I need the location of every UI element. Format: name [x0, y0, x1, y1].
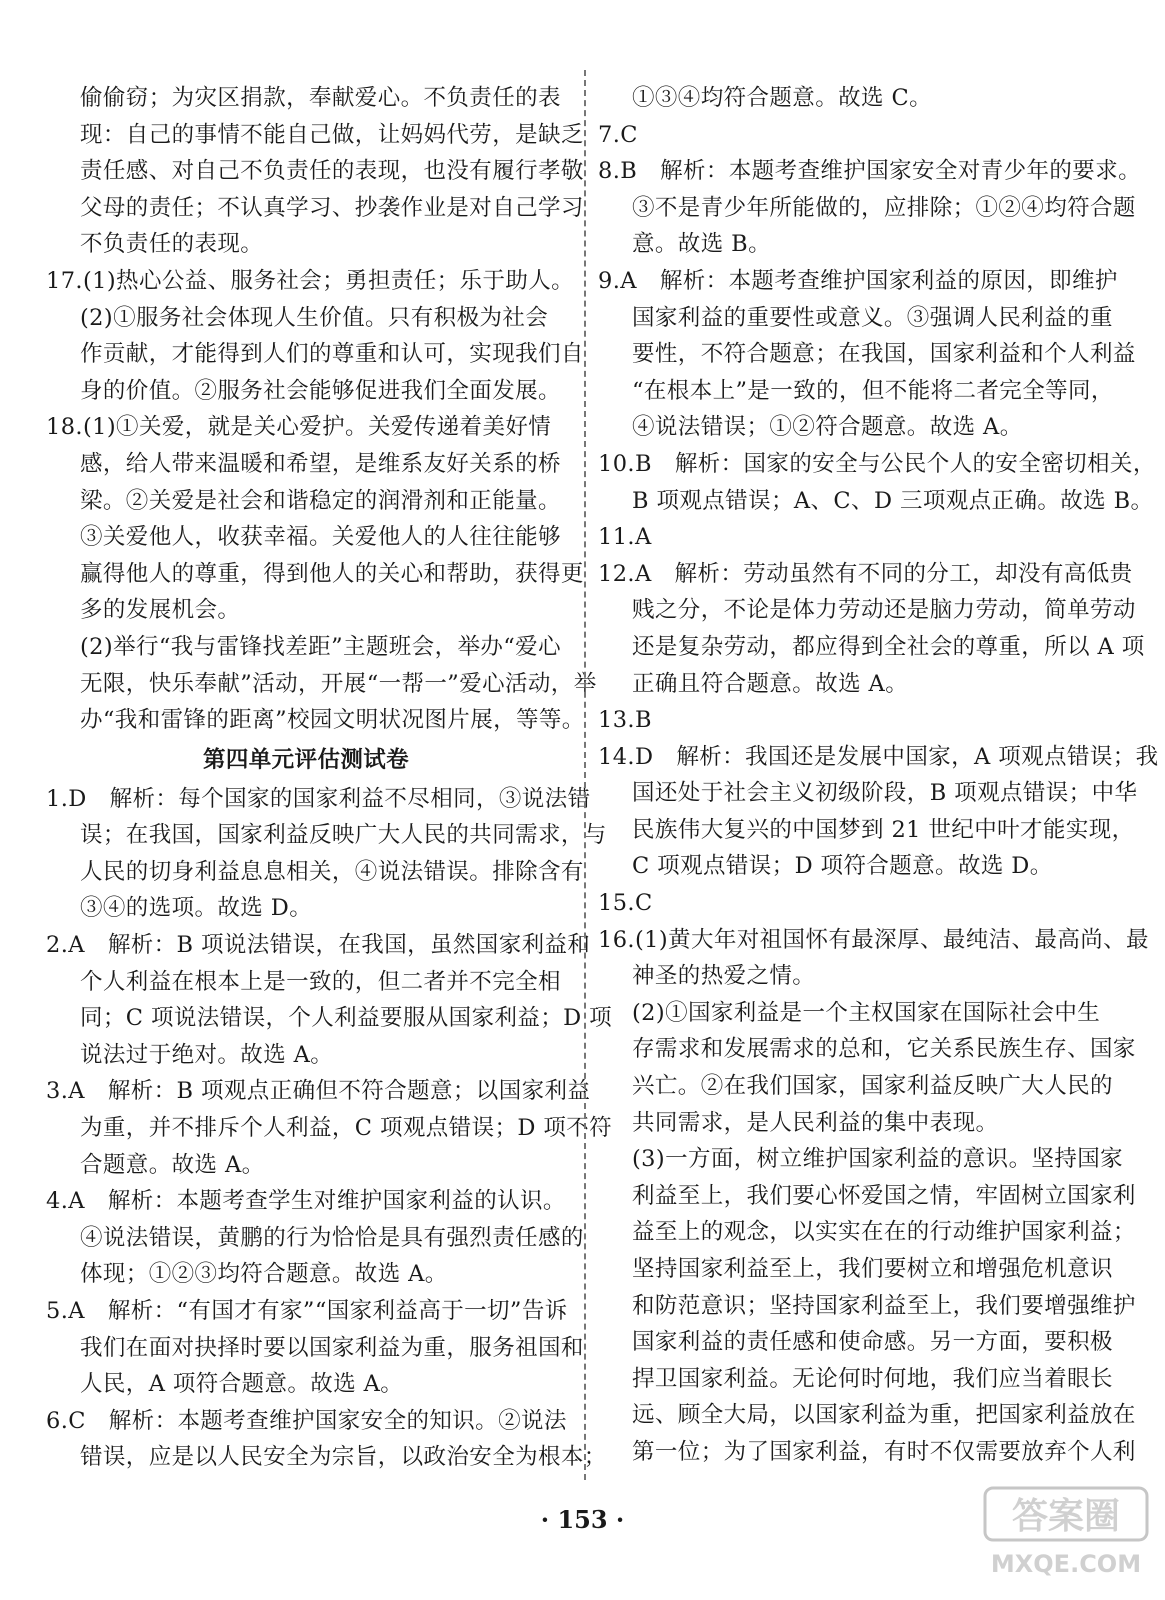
text-line: 偷偷窃；为灾区捐款，奉献爱心。不负责任的表	[80, 85, 561, 111]
text-line: 不负责任的表现。	[80, 231, 264, 258]
text-line: ①③④均符合题意。故选 C。	[632, 85, 932, 111]
text-line: 贱之分，不论是体力劳动还是脑力劳动，简单劳动	[632, 597, 1136, 624]
text-line: 责任感、对自己不负责任的表现，也没有履行孝敬	[80, 158, 584, 185]
text-line: 17.(1)热心公益、服务社会；勇担责任；乐于助人。	[46, 267, 575, 294]
text-line: 和防范意识；坚持国家利益至上，我们要增强维护	[632, 1292, 1136, 1319]
text-line: ④说法错误；①②符合题意。故选 A。	[632, 414, 1023, 441]
text-line: 神圣的热爱之情。	[632, 963, 816, 990]
text-line: 捍卫国家利益。无论何时何地，我们应当着眼长	[632, 1365, 1113, 1392]
text-line: 16.(1)黄大年对祖国怀有最深厚、最纯洁、最高尚、最	[598, 926, 1149, 953]
text-line: 益至上的观念，以实实在在的行动维护国家利益；	[632, 1219, 1136, 1246]
text-line: 利益至上，我们要心怀爱国之情，牢固树立国家利	[632, 1182, 1136, 1209]
text-line: 身的价值。②服务社会能够促进我们全面发展。	[80, 377, 561, 404]
text-line: 人民的切身利益息息相关，④说法错误。排除含有	[80, 858, 584, 885]
text-line: (2)举行“我与雷锋找差距”主题班会，举办“爱心	[80, 633, 561, 660]
column-divider	[584, 70, 586, 1480]
text-line: 9.A 解析：本题考查维护国家利益的原因，即维护	[598, 267, 1118, 294]
text-line: 父母的责任；不认真学习、抄袭作业是对自己学习	[80, 194, 584, 221]
text-line: 11.A	[598, 524, 652, 551]
text-line: 无限，快乐奉献”活动，开展“一帮一”爱心活动，举	[80, 670, 597, 697]
text-line: “在根本上”是一致的，但不能将二者完全等同，	[632, 377, 1114, 404]
text-line: 作贡献，才能得到人们的尊重和认可，实现我们自	[80, 341, 584, 368]
text-line: 国家利益的重要性或意义。③强调人民利益的重	[632, 304, 1113, 331]
text-line: 兴亡。②在我们国家，国家利益反映广大人民的	[632, 1073, 1113, 1100]
watermark-url-text: MXQE.COM	[990, 1550, 1142, 1578]
section-title: 第四单元评估测试卷	[202, 746, 410, 773]
text-line: 15.C	[598, 890, 653, 917]
text-line: 说法过于绝对。故选 A。	[80, 1041, 334, 1068]
text-line: 10.B 解析：国家的安全与公民个人的安全密切相关，	[598, 450, 1156, 477]
right-column	[598, 80, 1159, 1471]
text-line: ④说法错误，黄鹏的行为恰恰是具有强烈责任感的	[80, 1224, 584, 1251]
text-line: 感，给人带来温暖和希望，是维系友好关系的桥	[80, 450, 561, 477]
page-number: · 153 ·	[540, 1505, 625, 1534]
text-line: 办“我和雷锋的距离”校园文明状况图片展，等等。	[80, 707, 585, 734]
text-line: 我们在面对抉择时要以国家利益为重，服务祖国和	[80, 1334, 584, 1361]
text-line: 为重，并不排斥个人利益，C 项观点错误；D 项不符	[80, 1115, 613, 1142]
text-line: 多的发展机会。	[80, 597, 241, 624]
text-line: 体现；①②③均符合题意。故选 A。	[80, 1261, 448, 1288]
text-line: 存需求和发展需求的总和，它关系民族生存、国家	[632, 1036, 1136, 1063]
text-line: 还是复杂劳动，都应得到全社会的尊重，所以 A 项	[632, 633, 1145, 660]
text-line: 14.D 解析：我国还是发展中国家，A 项观点错误；我	[598, 743, 1159, 770]
text-line: 国家利益的责任感和使命感。另一方面，要积极	[632, 1329, 1113, 1356]
text-line: B 项观点错误；A、C、D 三项观点正确。故选 B。	[632, 487, 1154, 514]
text-line: 第一位；为了国家利益，有时不仅需要放弃个人利	[632, 1438, 1136, 1465]
watermark-icon	[981, 1482, 1151, 1582]
text-line: 民族伟大复兴的中国梦到 21 世纪中叶才能实现，	[632, 816, 1135, 843]
text-line: 2.A 解析：B 项说法错误，在我国，虽然国家利益和	[46, 932, 591, 959]
text-line: 3.A 解析：B 项观点正确但不符合题意；以国家利益	[46, 1078, 591, 1105]
text-line: 误；在我国，国家利益反映广大人民的共同需求，与	[80, 822, 607, 849]
text-line: 1.D 解析：每个国家的国家利益不尽相同，③说法错	[46, 785, 591, 812]
text-line: (2)①服务社会体现人生价值。只有积极为社会	[80, 304, 549, 331]
text-line: 共同需求，是人民利益的集中表现。	[632, 1109, 999, 1136]
text-line: C 项观点错误；D 项符合题意。故选 D。	[632, 853, 1053, 880]
text-line: 要性，不符合题意；在我国，国家利益和个人利益	[632, 341, 1136, 368]
text-line: 正确且符合题意。故选 A。	[632, 670, 909, 697]
text-line: 人民，A 项符合题意。故选 A。	[80, 1371, 404, 1398]
watermark-logo	[981, 1482, 1151, 1582]
text-line: ③不是青少年所能做的，应排除；①②④均符合题	[632, 194, 1136, 221]
text-line: 4.A 解析：本题考查学生对维护国家利益的认识。	[46, 1188, 566, 1215]
text-line: 坚持国家利益至上，我们要树立和增强危机意识	[632, 1256, 1113, 1282]
left-column	[46, 80, 613, 1476]
text-line: 梁。②关爱是社会和谐稳定的润滑剂和正能量。	[80, 487, 561, 514]
text-line: (2)①国家利益是一个主权国家在国际社会中生	[632, 999, 1101, 1026]
text-line: 合题意。故选 A。	[80, 1151, 265, 1178]
text-line: 7.C	[598, 121, 638, 148]
text-line: ③④的选项。故选 D。	[80, 895, 313, 922]
text-line: 赢得他人的尊重，得到他人的关心和帮助，获得更	[80, 560, 584, 587]
text-line: 意。故选 B。	[632, 231, 771, 258]
text-line: 6.C 解析：本题考查维护国家安全的知识。②说法	[46, 1407, 567, 1434]
text-line: 现：自己的事情不能自己做，让妈妈代劳，是缺乏	[80, 121, 584, 148]
text-line: 12.A 解析：劳动虽然有不同的分工，却没有高低贵	[598, 560, 1133, 587]
text-line: 国还处于社会主义初级阶段，B 项观点错误；中华	[632, 780, 1138, 807]
text-line: 同；C 项说法错误，个人利益要服从国家利益；D 项	[80, 1005, 613, 1032]
text-line: ③关爱他人，收获幸福。关爱他人的人往往能够	[80, 524, 561, 551]
text-line: 8.B 解析：本题考查维护国家安全对青少年的要求。	[598, 158, 1142, 185]
text-line: 远、顾全大局，以国家利益为重，把国家利益放在	[632, 1402, 1136, 1429]
text-line: 5.A 解析：“有国才有家”“国家利益高于一切”告诉	[46, 1298, 568, 1324]
watermark-logo-text: 答案圈	[1011, 1496, 1121, 1537]
text-line: 18.(1)①关爱，就是关心爱护。关爱传递着美好情	[46, 414, 552, 441]
text-line: (3)一方面，树立维护国家利益的意识。坚持国家	[632, 1146, 1124, 1173]
text-line: 个人利益在根本上是一致的，但二者并不完全相	[80, 968, 561, 995]
text-line: 13.B	[598, 707, 652, 734]
text-line: 错误，应是以人民安全为宗旨，以政治安全为根本；	[80, 1444, 607, 1471]
